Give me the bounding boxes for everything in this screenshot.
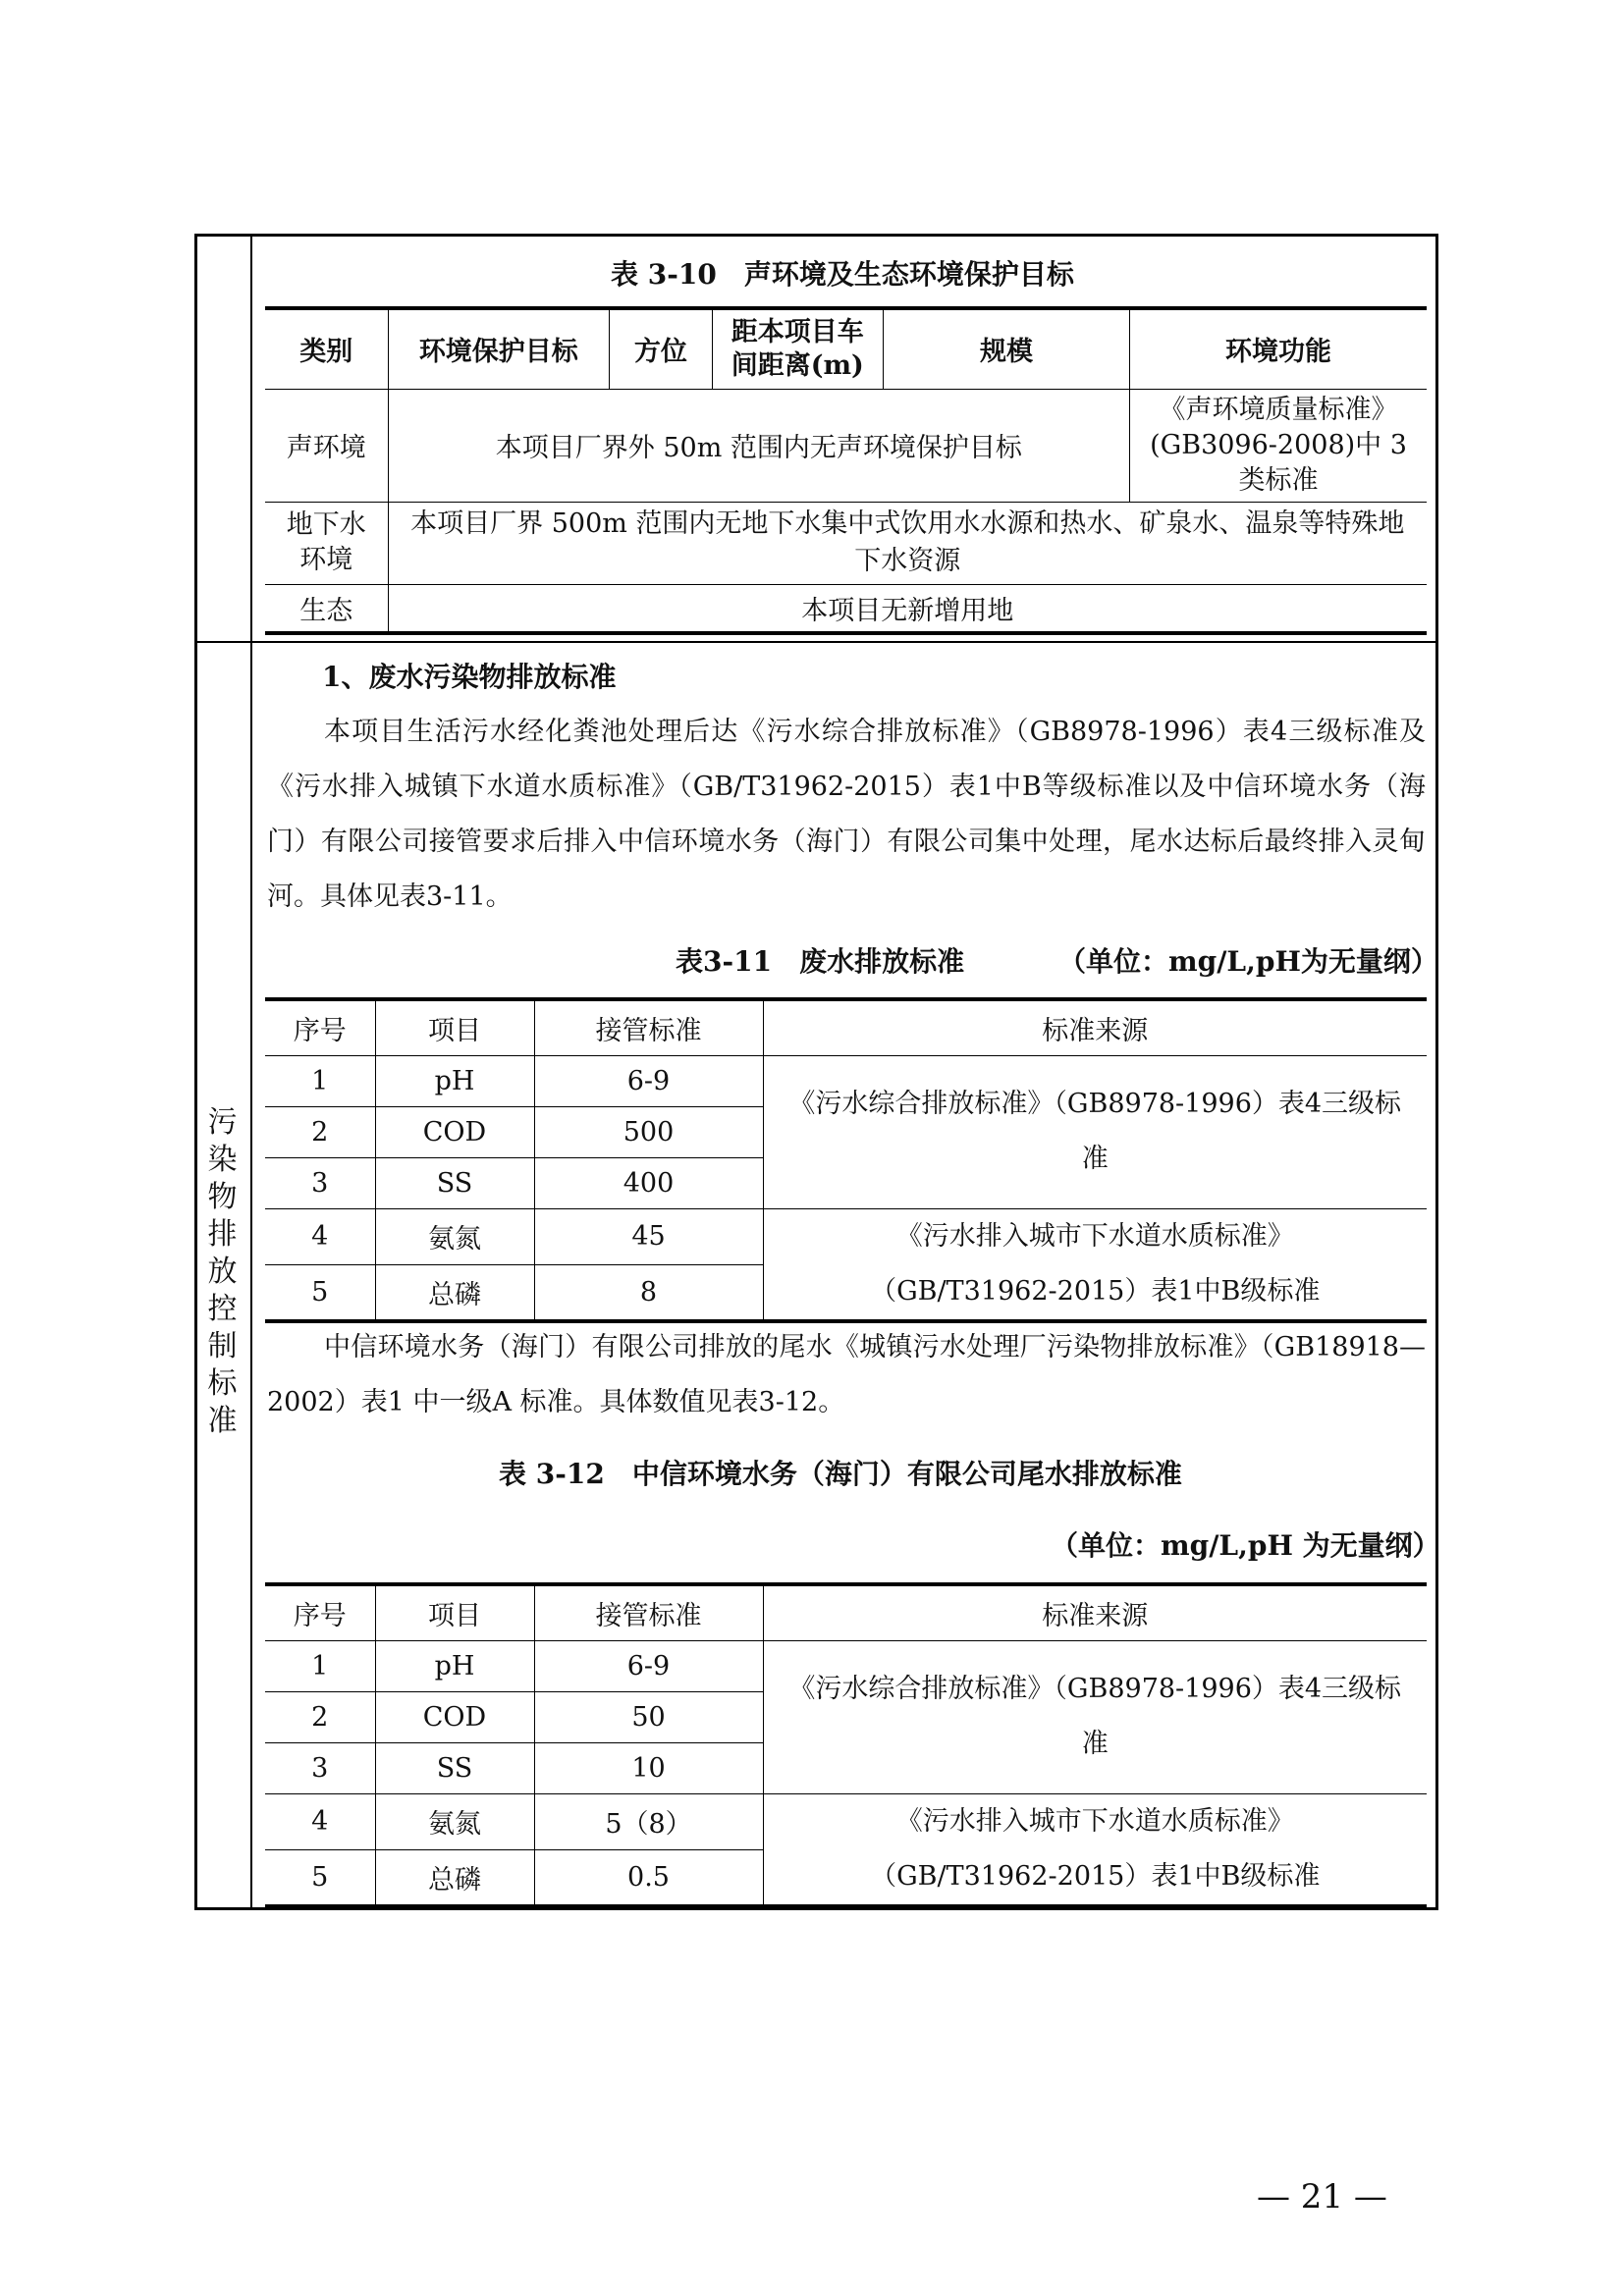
header-distance-line: 间距离(m) xyxy=(731,349,864,381)
cell-item: SS xyxy=(375,1742,534,1793)
category-line: 环境 xyxy=(299,545,353,575)
row-function xyxy=(1130,389,1427,502)
source-line: 《污水排入城市下水道水质标准》 xyxy=(895,1805,1294,1837)
cell-item: pH xyxy=(375,1055,534,1106)
side-char: 标 xyxy=(207,1366,238,1401)
header-no: 序号 xyxy=(265,1584,375,1640)
side-label-pollution-control xyxy=(194,1104,250,1440)
cell-no: 2 xyxy=(265,1106,375,1157)
header-standard: 接管标准 xyxy=(534,999,763,1055)
header-source: 标准来源 xyxy=(763,1584,1427,1640)
row-category xyxy=(265,502,388,584)
header-target: 环境保护目标 xyxy=(388,308,610,389)
function-line: 《声环境质量标准》 xyxy=(1159,394,1398,425)
cell-value: 8 xyxy=(534,1264,763,1320)
side-char: 排 xyxy=(207,1217,238,1252)
table-3-11-caption: 表3-11 废水排放标准 xyxy=(676,945,965,978)
table-3-12-unit: （单位：mg/L,pH 为无量纲） xyxy=(1051,1529,1440,1562)
page-number: — 21 — xyxy=(1257,2177,1387,2216)
source-line: （GB/T31962-2015）表1中B级标准 xyxy=(870,1860,1321,1892)
table-3-12-caption: 表 3-12 中信环境水务（海门）有限公司尾水排放标准 xyxy=(499,1458,1182,1490)
row-category: 生态 xyxy=(265,584,388,633)
cell-value: 50 xyxy=(534,1691,763,1742)
table-row xyxy=(265,1793,1427,1849)
table-row xyxy=(265,1640,1427,1691)
cell-source: 《污水综合排放标准》（GB8978-1996）表4三级标准 xyxy=(763,1640,1427,1793)
table-3-11-unit: （单位：mg/L,pH为无量纲） xyxy=(1058,945,1438,978)
cell-value: 400 xyxy=(534,1157,763,1208)
cell-no: 5 xyxy=(265,1849,375,1905)
category-line: 地下水 xyxy=(286,509,366,540)
header-item: 项目 xyxy=(375,999,534,1055)
table-row xyxy=(265,1055,1427,1106)
table-row xyxy=(265,502,1427,584)
table-header-row xyxy=(265,308,1427,389)
header-category: 类别 xyxy=(265,308,388,389)
header-source: 标准来源 xyxy=(763,999,1427,1055)
cell-no: 4 xyxy=(265,1208,375,1264)
cell-item: SS xyxy=(375,1157,534,1208)
section-heading: 1、废水污染物排放标准 xyxy=(322,661,617,693)
side-char: 准 xyxy=(207,1404,238,1438)
cell-value: 45 xyxy=(534,1208,763,1264)
function-line: (GB3096-2008)中 3 xyxy=(1150,429,1407,460)
table-3-10 xyxy=(265,306,1427,635)
cell-value: 500 xyxy=(534,1106,763,1157)
header-distance xyxy=(712,308,883,389)
table-row xyxy=(265,1208,1427,1264)
table-header-row xyxy=(265,999,1427,1055)
cell-source xyxy=(763,1793,1427,1906)
cell-item: 总磷 xyxy=(375,1849,534,1905)
row-category: 声环境 xyxy=(265,389,388,502)
cell-source: 《污水综合排放标准》（GB8978-1996）表4三级标准 xyxy=(763,1055,1427,1208)
side-char: 物 xyxy=(207,1180,238,1214)
side-char: 放 xyxy=(207,1255,238,1289)
cell-item: 氨氮 xyxy=(375,1793,534,1849)
row-target: 本项目厂界外 50m 范围内无声环境保护目标 xyxy=(388,389,1130,502)
cell-item: COD xyxy=(375,1106,534,1157)
cell-source xyxy=(763,1208,1427,1321)
side-char: 制 xyxy=(207,1329,238,1363)
cell-item: pH xyxy=(375,1640,534,1691)
cell-value: 6-9 xyxy=(534,1640,763,1691)
header-function: 环境功能 xyxy=(1130,308,1427,389)
cell-no: 2 xyxy=(265,1691,375,1742)
row-target: 本项目厂界 500m 范围内无地下水集中式饮用水水源和热水、矿泉水、温泉等特殊地下水资源 xyxy=(388,502,1427,584)
section-paragraph: 本项目生活污水经化粪池处理后达《污水综合排放标准》（GB8978-1996）表4三级标准及《污水排入城镇下水道水质标准》（GB/T31962-2015）表1中B等级标准以及中信环境水务（海门）有限公司接管要求后排入中信环境水务（海门）有限公司集中处理，尾水达标后最终排入灵甸河。具体见表3-11。 xyxy=(267,717,1426,912)
cell-item: COD xyxy=(375,1691,534,1742)
cell-value: 0.5 xyxy=(534,1849,763,1905)
side-char: 污 xyxy=(207,1105,238,1140)
cell-value: 6-9 xyxy=(534,1055,763,1106)
table-3-11 xyxy=(265,997,1427,1323)
cell-no: 5 xyxy=(265,1264,375,1320)
function-line: 类标准 xyxy=(1238,464,1319,496)
cell-no: 3 xyxy=(265,1157,375,1208)
row-target: 本项目无新增用地 xyxy=(388,584,1427,633)
cell-no: 1 xyxy=(265,1055,375,1106)
side-column-divider xyxy=(250,234,252,1910)
header-item: 项目 xyxy=(375,1584,534,1640)
header-scale: 规模 xyxy=(883,308,1129,389)
cell-no: 3 xyxy=(265,1742,375,1793)
cell-no: 1 xyxy=(265,1640,375,1691)
header-direction: 方位 xyxy=(610,308,713,389)
header-standard: 接管标准 xyxy=(534,1584,763,1640)
cell-item: 总磷 xyxy=(375,1264,534,1320)
section-divider xyxy=(194,641,1438,643)
cell-item: 氨氮 xyxy=(375,1208,534,1264)
source-line: （GB/T31962-2015）表1中B级标准 xyxy=(870,1275,1321,1307)
table-3-12 xyxy=(265,1582,1427,1908)
source-line: 《污水排入城市下水道水质标准》 xyxy=(895,1220,1294,1252)
paragraph-2: 中信环境水务（海门）有限公司排放的尾水《城镇污水处理厂污染物排放标准》（GB18918—2002）表1 中一级A 标准。具体数值见表3-12。 xyxy=(267,1332,1426,1417)
side-char: 控 xyxy=(207,1292,238,1326)
cell-no: 4 xyxy=(265,1793,375,1849)
table-3-10-caption: 表 3-10 声环境及生态环境保护目标 xyxy=(611,258,1074,291)
cell-value: 5（8） xyxy=(534,1793,763,1849)
table-row xyxy=(265,584,1427,633)
side-char: 染 xyxy=(207,1143,238,1177)
table-header-row xyxy=(265,1584,1427,1640)
header-distance-line: 距本项目车 xyxy=(731,316,864,347)
header-no: 序号 xyxy=(265,999,375,1055)
table-row xyxy=(265,389,1427,502)
cell-value: 10 xyxy=(534,1742,763,1793)
